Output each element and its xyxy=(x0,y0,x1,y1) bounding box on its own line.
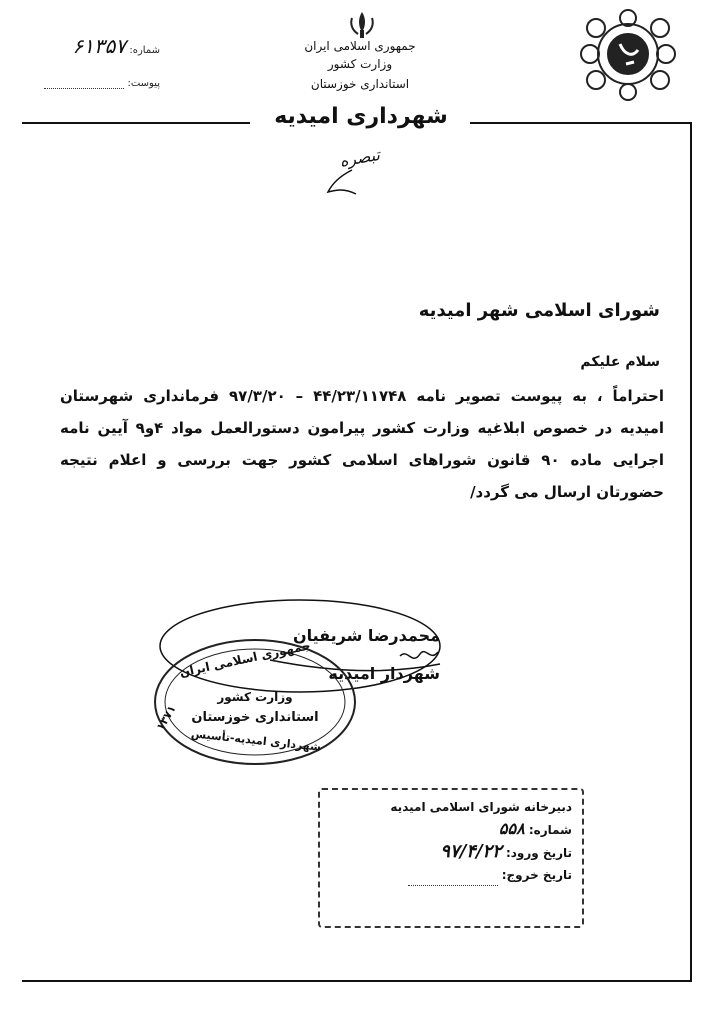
number-label: شماره: xyxy=(129,45,160,56)
handwritten-mark xyxy=(322,168,362,198)
handwritten-note: تبصره xyxy=(338,144,382,171)
signer-title: شهردار امیدیه xyxy=(328,664,440,683)
seal-line-5: ۱۳۷۱ xyxy=(153,702,179,733)
stamp-entry-date-label: تاریخ ورود: xyxy=(505,846,572,860)
header-ministry: وزارت کشور xyxy=(327,57,393,71)
seal-line-2: وزارت کشور xyxy=(217,690,293,704)
salutation: سلام علیکم xyxy=(580,354,660,370)
stamp-number-row xyxy=(330,818,572,841)
number-value: ۶۱۳۵۷ xyxy=(72,34,127,58)
iran-emblem-icon xyxy=(340,10,384,40)
footer-rule xyxy=(22,980,692,982)
received-stamp xyxy=(318,788,584,928)
header-rule-left xyxy=(22,122,250,124)
header-rule-right xyxy=(470,122,692,124)
stamp-title: دبیرخانه شورای اسلامی امیدیه xyxy=(390,800,572,814)
header-governorate: استانداری خوزستان xyxy=(310,77,410,91)
stamp-exit-date-label: تاریخ خروج: xyxy=(501,868,572,882)
stamp-exit-date-row xyxy=(330,864,572,886)
letter-body: احتراماً ، به پیوست تصویر نامه ۴۴/۲۳/۱۱۷۴۸ – ۹۷/۳/۲۰ فرمانداری شهرستان امیدیه در خصوص ابلاغیه وزارت کشور پیرامون دستورالعمل مواد ۴و۹ آیین نامه اجرایی ماده ۹۰ قانون شوراهای اسلامی کشور جهت بررسی و اعلام نتیجه حضورتان ارسال می گردد/ xyxy=(60,387,664,501)
stamp-entry-date-value: ۹۷/۴/۲۲ xyxy=(440,841,502,862)
org-title: شهرداری امیدیه xyxy=(274,104,448,129)
seal-line-3: استانداری خوزستان xyxy=(191,710,319,725)
attachment-row xyxy=(20,78,160,89)
attachment-value-blank xyxy=(44,78,124,89)
signer-name: محمدرضا شریفیان xyxy=(292,626,440,645)
stamp-number-label: شماره: xyxy=(528,823,572,837)
seal-line-4: شهرداری امیدیه-تأسیس xyxy=(190,727,322,754)
letter-number-row xyxy=(20,34,160,58)
seal-line-1: جمهوری اسلامی ایران xyxy=(178,638,312,680)
municipality-logo-icon xyxy=(568,6,688,102)
stamp-exit-date-blank xyxy=(408,875,498,886)
recipient: شورای اسلامی شهر امیدیه xyxy=(418,300,660,321)
header-country: جمهوری اسلامی ایران xyxy=(304,39,416,53)
stamp-number-value: ۵۵۸ xyxy=(498,819,525,838)
stamp-entry-date-row xyxy=(330,841,572,864)
page-frame-right xyxy=(690,122,692,982)
attachment-label: پیوست: xyxy=(127,78,160,89)
